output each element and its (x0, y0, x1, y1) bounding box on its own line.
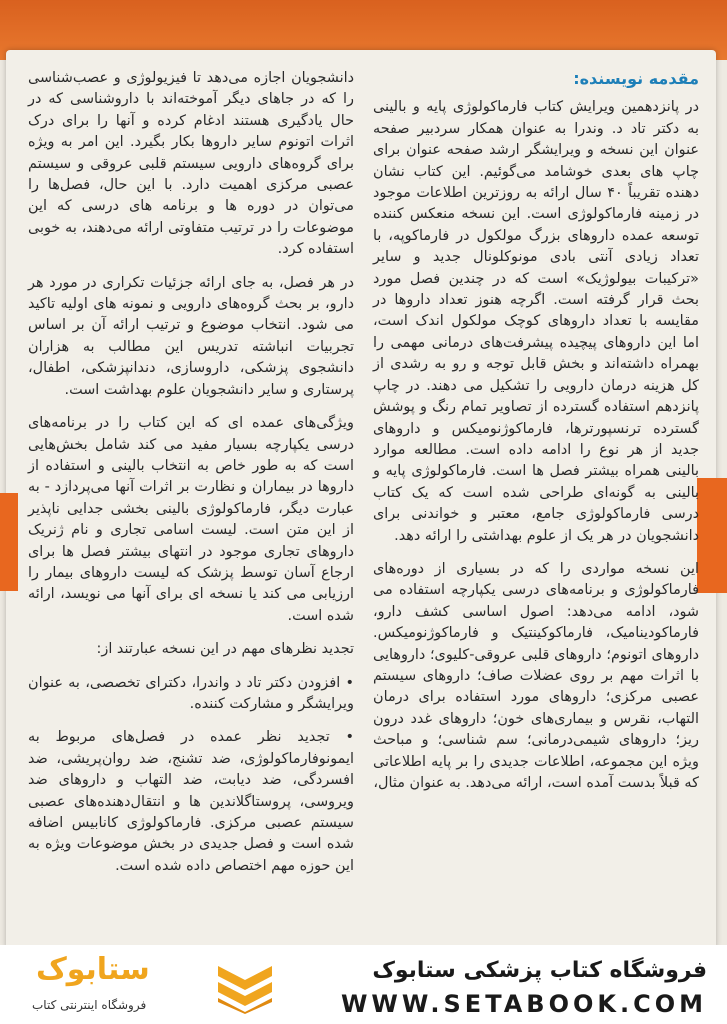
section-heading: مقدمه نویسنده: (573, 69, 699, 88)
right-column (373, 68, 699, 806)
paragraph: در پانزدهمین ویرایش کتاب فارماکولوژی پایه و بالینی به دکتر تاد د. وندرا به عنوان همکار سردبیر صفحه عنوان این نسخه و ویرایشگر ارشد صفحه عنوان برای چاپ های بعدی خوشامد می‌گوئیم. این کتاب نشان دهنده تقریباً ۴۰ سال ارائه به روزترین اطلاعات موجود در زمینه فارماکولوژی است. این نسخه منعکس کننده توسعه عمده داروهای بزرگ مولکول در فارماکوپه، با تعداد زیادی آنتی بادی مونوکلونال جدید و سایر «ترکیبات بیولوژیک» است که در چندین فصل مورد بحث قرار گرفته است. اگرچه هنوز تعداد داروها در مقایسه با تعداد داروهای کوچک مولکول اندک است، اما این داروهای پیچیده پیشرفت‌های درمانی مهمی را بهمراه داشته‌اند و بخش قابل توجه و رو به رشدی از کل هزینه درمان دارویی را تشکیل می دهند. در چاپ پانزدهم استفاده گسترده از تصاویر تمام رنگ و پوشش گسترده ترنسپورترها، فارماکوژنومیکس و داروهای جدید از هر نوع را ادامه داده است. مطالعه موارد بالینی همراه بیشتر فصل ها است. فارماکولوژی پایه و بالینی به گونه‌ای طراحی شده است که یک کتاب درسی فارماکولوژی جامع، معتبر و خواندنی برای دانشجویان در هر یک از علوم بهداشتی را ارائه دهد. (373, 99, 699, 544)
bullet-item: • افزودن دکتر تاد د واندرا، دکترای تخصصی، به عنوان ویرایشگر و مشارکت کننده. (28, 674, 354, 712)
bullet-item: • تجدید نظر عمده در فصل‌های مربوط به ایمونوفارماکولوژی، ضد تشنج، ضد روان‌پریشی، ضد افسردگی، ضد دیابت، ضد التهاب و داروهای ضد ویروسی، پروستاگلاندین ها و انتقال‌دهنده‌های عصبی سیستم عصبی مرکزی. فارماکولوژی کانابیس اضافه شده است و فصل جدیدی در بخش موضوعات ویژه به این حوزه مهم اختصاص داده شده است. (28, 729, 354, 874)
logo-subtitle: فروشگاه اینترنتی کتاب (32, 998, 147, 1012)
shop-name: فروشگاه کتاب پزشکی ستابوک (372, 958, 707, 983)
paragraph: در هر فصل، به جای ارائه جزئیات تکراری در مورد هر دارو، بر بحث گروه‌های دارویی و نمونه های اولیه تاکید می شود. انتخاب موضوع و ترتیب ارائه آن بر اساس تجربیات انباشته تدریس این مطالب به هزاران دانشجوی پزشکی، داروسازی، دندانپزشکی، اطفال، پرستاری و سایر دانشجویان علوم بهداشت است. (28, 274, 354, 398)
paragraph: ویژگی‌های عمده ای که این کتاب را در برنامه‌های درسی یکپارچه بسیار مفید می کند شامل بخش‌هایی است که به طور خاص به انتخاب بالینی و استفاده از داروها در بیماران و نظارت بر اثرات آنها می‌پردازد - به عبارت دیگر، فارماکولوژی بالینی بخشی جدایی ناپذیر از این متن است. لیست اسامی تجاری و نام ژنریک داروهای تجاری موجود در انتهای بیشتر فصل ها برای ارجاع آسان توسط پزشک که لیست داروهای بیمار را ارزیابی می کند یا نسخه ای برای آنها می نویسد، ارائه شده است. (28, 415, 354, 624)
paragraph: دانشجویان اجازه می‌دهد تا فیزیولوژی و عصب‌شناسی را که در جاهای دیگر آموخته‌اند با داروشناسی که در حال یادگیری هستند ادغام کرده و آنها را برای درک اثرات اتونوم سایر داروها بکار بگیرد. این امر به ویژه برای گروه‌های دارویی سیستم قلبی عروقی و سیستم عصبی مرکزی اهمیت دارد. با این حال، فصل‌ها را می‌توان در دوره ها و برنامه های درسی که این موضوعات را در ترتیب متفاوتی ارائه می‌دهند، به خوبی استفاده کرد. (28, 70, 354, 258)
shop-url-link[interactable]: WWW.SETABOOK.COM (340, 990, 707, 1018)
paragraph: این نسخه مواردی را که در بسیاری از دوره‌های فارماکولوژی و برنامه‌های درسی یکپارچه استفاده می شود، ادامه می‌دهد: اصول اساسی کشف دارو، فارماکودینامیک، فارماکوکینتیک و فارماکوژنومیکس. داروهای اتونوم؛ داروهای قلبی عروقی-کلیوی؛ داروهایی با اثرات مهم بر روی عضلات صاف؛ داروهای سیستم عصبی مرکزی؛ داروهای مورد استفاده برای درمان التهاب، نقرس و بیماری‌های خون؛ داروهای غدد درون ریز؛ داروهای شیمی‌درمانی؛ سم شناسی؛ و مباحث ویژه این مجموعه، اطلاعات جدیدی را بر پایه اطلاعاتی که قبلاً بدست آمده است، ارائه می‌دهد. به عنوان مثال، (373, 560, 699, 791)
setabook-logo[interactable] (26, 952, 286, 1018)
page-tab-right (697, 478, 727, 593)
page-tab-left (0, 493, 18, 591)
paragraph: تجدید نظرهای مهم در این نسخه عبارتند از: (96, 641, 354, 658)
left-column (28, 68, 354, 889)
chevron-stack-icon (214, 956, 276, 1014)
logo-wordmark: ستابوک (36, 952, 150, 987)
